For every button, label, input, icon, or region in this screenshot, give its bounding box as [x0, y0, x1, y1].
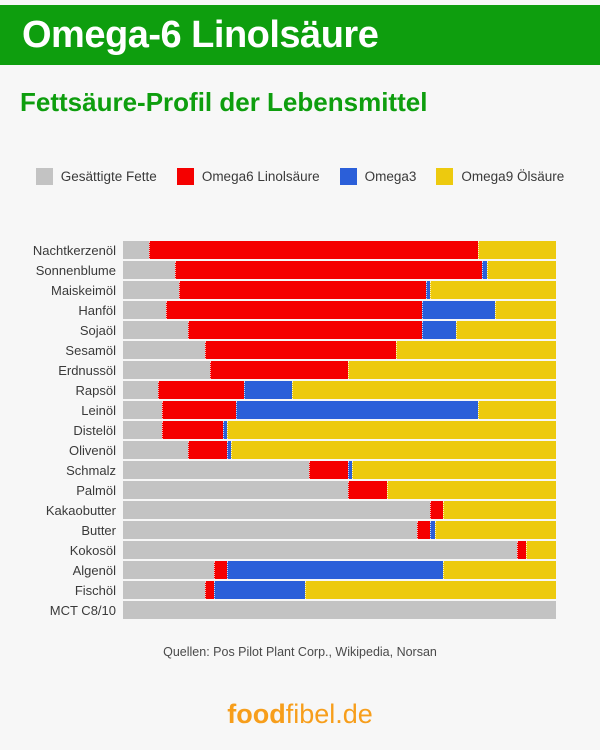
bar-segment	[430, 501, 443, 519]
page-subtitle: Fettsäure-Profil der Lebensmittel	[20, 87, 428, 117]
bar-segment	[123, 321, 188, 339]
stacked-bar	[123, 521, 556, 539]
bar-segment	[478, 401, 556, 419]
bar-segment	[166, 301, 421, 319]
row-label: Butter	[81, 522, 116, 538]
legend-swatch	[436, 168, 453, 185]
stacked-bar	[123, 381, 556, 399]
bar-segment	[227, 561, 444, 579]
bar-segment	[123, 241, 149, 259]
logo-bold-part: food	[227, 699, 286, 729]
row-label: MCT C8/10	[49, 602, 116, 618]
bar-segment	[162, 401, 236, 419]
bar-segment	[123, 381, 158, 399]
chart-row	[6, 541, 556, 559]
bar-segment	[123, 301, 166, 319]
bar-segment	[422, 321, 457, 339]
stacked-bar	[123, 561, 556, 579]
chart-row	[6, 561, 556, 579]
sources-text: Quellen: Pos Pilot Plant Corp., Wikipedia, Norsan	[163, 645, 437, 659]
legend-item	[436, 168, 564, 185]
bar-segment	[348, 481, 387, 499]
bar-segment	[292, 381, 556, 399]
bar-segment	[430, 281, 556, 299]
stacked-bar	[123, 341, 556, 359]
row-label: Kokosöl	[69, 542, 116, 558]
bar-segment	[123, 601, 556, 619]
stacked-bar	[123, 581, 556, 599]
bar-segment	[348, 361, 556, 379]
legend-swatch	[340, 168, 357, 185]
legend-item	[36, 168, 157, 185]
legend-swatch	[177, 168, 194, 185]
bar-segment	[123, 481, 348, 499]
chart-row	[6, 401, 556, 419]
bar-segment	[123, 361, 210, 379]
row-label: Distelöl	[73, 422, 116, 438]
row-label: Fischöl	[74, 582, 116, 598]
stacked-bar	[123, 541, 556, 559]
legend-swatch	[36, 168, 53, 185]
legend-item	[340, 168, 417, 185]
bar-segment	[123, 541, 517, 559]
chart-row	[6, 281, 556, 299]
bar-segment	[517, 541, 526, 559]
chart-row	[6, 301, 556, 319]
bar-segment	[227, 421, 556, 439]
bar-segment	[443, 561, 556, 579]
chart-row	[6, 601, 556, 619]
bar-segment	[188, 321, 422, 339]
bar-segment	[123, 261, 175, 279]
legend-label: Omega9 Ölsäure	[461, 169, 565, 184]
row-label: Leinöl	[81, 402, 116, 418]
bar-segment	[123, 401, 162, 419]
stacked-bar	[123, 361, 556, 379]
row-label: Schmalz	[66, 462, 116, 478]
bar-segment	[179, 281, 426, 299]
row-label: Palmöl	[76, 482, 116, 498]
bar-segment	[158, 381, 245, 399]
bar-segment	[188, 441, 227, 459]
bar-segment	[214, 581, 305, 599]
stacked-bar	[123, 241, 556, 259]
stacked-bar	[123, 601, 556, 619]
chart-row	[6, 421, 556, 439]
legend-item	[177, 168, 320, 185]
row-label: Rapsöl	[75, 382, 116, 398]
chart-row	[6, 521, 556, 539]
bar-segment	[123, 341, 205, 359]
row-label: Kakaobutter	[45, 502, 116, 518]
bar-segment	[162, 421, 223, 439]
bar-segment	[123, 281, 179, 299]
stacked-bar	[123, 401, 556, 419]
bar-segment	[309, 461, 348, 479]
chart-row	[6, 241, 556, 259]
stacked-bar	[123, 421, 556, 439]
stacked-bar	[123, 441, 556, 459]
bar-segment	[123, 421, 162, 439]
chart-row	[6, 581, 556, 599]
title-banner	[0, 5, 600, 65]
bar-segment	[456, 321, 556, 339]
bar-segment	[244, 381, 292, 399]
row-label: Erdnussöl	[58, 362, 116, 378]
stacked-bar	[123, 261, 556, 279]
chart-row	[6, 361, 556, 379]
bar-segment	[495, 301, 556, 319]
bar-segment	[214, 561, 227, 579]
stacked-bar	[123, 301, 556, 319]
chart-row	[6, 381, 556, 399]
bar-segment	[526, 541, 556, 559]
chart-row	[6, 261, 556, 279]
legend	[0, 168, 600, 185]
bar-segment	[487, 261, 556, 279]
legend-label: Omega6 Linolsäure	[201, 169, 320, 184]
bar-segment	[205, 341, 396, 359]
row-label: Algenöl	[72, 562, 116, 578]
bar-segment	[210, 361, 349, 379]
chart-row	[6, 341, 556, 359]
chart-row	[6, 461, 556, 479]
chart	[6, 241, 556, 619]
row-label: Sesamöl	[65, 342, 116, 358]
bar-segment	[396, 341, 556, 359]
bar-segment	[236, 401, 478, 419]
stacked-bar	[123, 461, 556, 479]
bar-segment	[123, 441, 188, 459]
bar-segment	[443, 501, 556, 519]
bar-segment	[352, 461, 556, 479]
chart-row	[6, 501, 556, 519]
logo-light-part: fibel.de	[285, 699, 373, 729]
bar-segment	[123, 521, 417, 539]
row-label: Sojaöl	[79, 322, 116, 338]
row-label: Hanföl	[78, 302, 116, 318]
bar-segment	[205, 581, 214, 599]
bar-segment	[305, 581, 556, 599]
site-logo	[0, 699, 600, 730]
bar-segment	[123, 561, 214, 579]
stacked-bar	[123, 481, 556, 499]
row-label: Sonnenblume	[35, 262, 116, 278]
bar-segment	[123, 501, 430, 519]
bar-segment	[175, 261, 482, 279]
legend-label: Omega3	[364, 169, 417, 184]
bar-segment	[422, 301, 496, 319]
bar-segment	[387, 481, 556, 499]
chart-row	[6, 481, 556, 499]
bar-segment	[417, 521, 430, 539]
row-label: Nachtkerzenöl	[32, 242, 116, 258]
bar-segment	[123, 581, 205, 599]
bar-segment	[123, 461, 309, 479]
stacked-bar	[123, 281, 556, 299]
stacked-bar	[123, 321, 556, 339]
legend-label: Gesättigte Fette	[60, 169, 157, 184]
bar-segment	[149, 241, 478, 259]
chart-row	[6, 441, 556, 459]
bar-segment	[478, 241, 556, 259]
row-label: Olivenöl	[69, 442, 116, 458]
stacked-bar	[123, 501, 556, 519]
page-title: Omega-6 Linolsäure	[22, 13, 379, 56]
bar-segment	[435, 521, 556, 539]
bar-segment	[231, 441, 556, 459]
row-label: Maiskeimöl	[50, 282, 116, 298]
chart-row	[6, 321, 556, 339]
